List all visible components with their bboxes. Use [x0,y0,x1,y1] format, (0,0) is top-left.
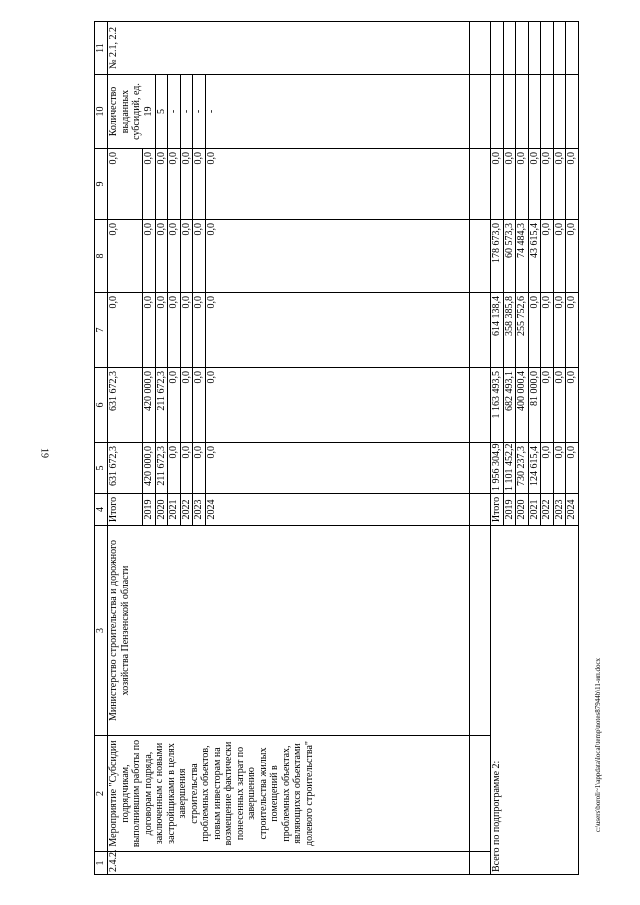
amount-cell: 0,0 [168,149,181,220]
empty-cell [217,220,470,293]
amount-cell: 0,0 [541,220,554,293]
empty-cell [217,149,470,220]
col-number: 11 [95,22,108,75]
spacer-row [470,22,491,875]
empty-cell [528,75,541,149]
col-number: 7 [95,293,108,368]
empty-cell [470,736,491,852]
amount-cell: 0,0 [553,368,566,443]
amount-cell: 0,0 [193,220,206,293]
indicator-value: - [193,75,206,149]
col-number: 6 [95,368,108,443]
activity-name: Мероприятие "Субсидии подрядчикам, выполнившим работы по договорам подряда, заключенным с новыми застройщиками в целях завершения строительства проблемных объектов, новым инвесторам на возмещение фактически понесенных затрат по завершению строительства жилых помещений в проблемных объектах, являющихся объектами долевого строительства" [108,736,470,852]
amount-cell: 1 101 452,2 [503,443,516,494]
indicator-reference: № 2.1, 2.2 [108,22,470,75]
year-label: 2024 [205,494,217,526]
amount-cell: 211 672,3 [155,443,168,494]
amount-cell: 0,0 [193,368,206,443]
empty-cell [566,75,579,149]
amount-cell: 0,0 [528,293,541,368]
amount-cell: 0,0 [553,220,566,293]
year-label: 2020 [516,494,529,526]
empty-cell [470,293,491,368]
amount-cell: 60 573,3 [503,220,516,293]
col-number: 1 [95,852,108,875]
amount-cell: 1 956 304,9 [491,443,504,494]
amount-cell: 0,0 [168,293,181,368]
amount-cell: 0,0 [553,293,566,368]
amount-cell: 0,0 [566,220,579,293]
empty-cell [470,22,491,75]
amount-cell: 124 615,4 [528,443,541,494]
amount-cell: 631 672,3 [108,368,143,443]
amount-cell: 0,0 [541,293,554,368]
amount-cell: 43 615,4 [528,220,541,293]
year-label: 2021 [528,494,541,526]
col-number: 9 [95,149,108,220]
indicator-name: Количество выданных субсидий, ед. [108,75,143,149]
amount-cell: 0,0 [566,293,579,368]
col-number: 2 [95,736,108,852]
amount-cell: 0,0 [553,149,566,220]
empty-cell [470,852,491,875]
amount-cell: 0,0 [503,149,516,220]
indicator-value: - [180,75,193,149]
empty-cell [528,22,541,75]
empty-cell [217,75,470,149]
amount-cell: 0,0 [143,149,156,220]
amount-cell: 0,0 [541,368,554,443]
amount-cell: 0,0 [193,149,206,220]
rotated-table-container [94,22,577,875]
amount-cell: 0,0 [566,149,579,220]
empty-cell [217,494,470,526]
amount-cell: 0,0 [180,368,193,443]
year-label: 2020 [155,494,168,526]
empty-cell [541,22,554,75]
period-label: Итого [491,494,504,526]
year-label: 2019 [143,494,156,526]
amount-cell: 0,0 [528,149,541,220]
amount-cell: 0,0 [108,149,143,220]
subtotal-total-row [491,22,504,875]
activity-total-row [108,22,143,875]
empty-cell [470,368,491,443]
amount-cell: 0,0 [541,149,554,220]
empty-cell [553,75,566,149]
amount-cell: 0,0 [566,443,579,494]
amount-cell: 358 385,8 [503,293,516,368]
amount-cell: 81 000,0 [528,368,541,443]
amount-cell: 178 673,0 [491,220,504,293]
empty-cell [470,75,491,149]
amount-cell: 0,0 [193,293,206,368]
year-label: 2024 [566,494,579,526]
col-number: 4 [95,494,108,526]
amount-cell: 0,0 [205,368,217,443]
amount-cell: 74 484,3 [516,220,529,293]
indicator-value: 19 [143,75,156,149]
empty-cell [217,443,470,494]
activity-code: 2.4.2. [108,852,470,875]
empty-cell [217,368,470,443]
amount-cell: 0,0 [155,149,168,220]
empty-cell [516,75,529,149]
amount-cell: 0,0 [553,443,566,494]
amount-cell: 400 000,4 [516,368,529,443]
amount-cell: 0,0 [168,220,181,293]
amount-cell: 420 000,0 [143,443,156,494]
amount-cell: 682 493,1 [503,368,516,443]
amount-cell: 0,0 [108,220,143,293]
empty-cell [491,75,504,149]
amount-cell: 0,0 [205,220,217,293]
amount-cell: 0,0 [155,293,168,368]
program-activity-table [94,21,579,875]
amount-cell: 0,0 [205,149,217,220]
amount-cell: 0,0 [180,293,193,368]
col-number: 5 [95,443,108,494]
amount-cell: 0,0 [143,220,156,293]
empty-cell [553,22,566,75]
amount-cell: 0,0 [491,149,504,220]
year-label: 2023 [553,494,566,526]
empty-cell [217,293,470,368]
rotated-page-content [94,22,577,875]
activity-executor: Министерство строительства и дорожного хозяйства Пензенской области [108,526,470,736]
page-number: 19 [38,448,50,458]
empty-cell [470,494,491,526]
empty-cell [491,22,504,75]
empty-cell [470,526,491,736]
amount-cell: 0,0 [180,149,193,220]
empty-cell [541,75,554,149]
empty-cell [470,220,491,293]
amount-cell: 420 000,0 [143,368,156,443]
amount-cell: 0,0 [541,443,554,494]
year-label: 2023 [193,494,206,526]
amount-cell: 0,0 [180,220,193,293]
empty-cell [503,22,516,75]
amount-cell: 0,0 [566,368,579,443]
col-number: 3 [95,526,108,736]
amount-cell: 0,0 [193,443,206,494]
footer-file-path: c:\users\boroli~1\appdata\local\temp\notes87944b\11-ип.docx [594,657,602,833]
amount-cell: 614 138,4 [491,293,504,368]
amount-cell: 0,0 [143,293,156,368]
amount-cell: 255 752,6 [516,293,529,368]
amount-cell: 730 237,3 [516,443,529,494]
amount-cell: 0,0 [205,443,217,494]
year-label: 2019 [503,494,516,526]
amount-cell: 0,0 [168,368,181,443]
col-number: 8 [95,220,108,293]
indicator-value: - [205,75,217,149]
amount-cell: 211 672,3 [155,368,168,443]
empty-cell [516,22,529,75]
amount-cell: 0,0 [155,220,168,293]
subtotal-label: Всего по подпрограмме 2: [491,526,579,875]
amount-cell: 0,0 [516,149,529,220]
column-numbers-row [95,22,108,875]
amount-cell: 0,0 [108,293,143,368]
year-label: 2022 [541,494,554,526]
year-label: 2022 [180,494,193,526]
amount-cell: 0,0 [205,293,217,368]
empty-cell [470,149,491,220]
period-label: Итого [108,494,143,526]
indicator-value: 5 [155,75,168,149]
amount-cell: 0,0 [168,443,181,494]
amount-cell: 0,0 [180,443,193,494]
amount-cell: 631 672,3 [108,443,143,494]
col-number: 10 [95,75,108,149]
amount-cell: 1 163 493,5 [491,368,504,443]
empty-cell [470,443,491,494]
empty-cell [566,22,579,75]
indicator-value: - [168,75,181,149]
year-label: 2021 [168,494,181,526]
empty-cell [503,75,516,149]
